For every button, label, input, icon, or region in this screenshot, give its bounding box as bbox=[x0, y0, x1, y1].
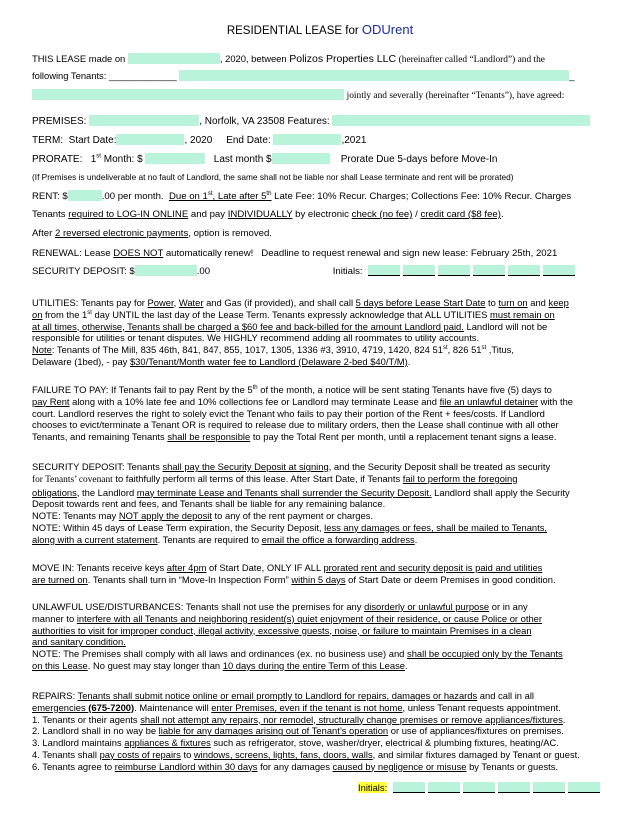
bottom-initials-field-3[interactable] bbox=[463, 782, 495, 793]
initials-field-6[interactable] bbox=[543, 265, 575, 276]
term-line: TERM: Start Date: , 2020 End Date: ,2021 bbox=[32, 135, 367, 146]
bottom-initials-field-4[interactable] bbox=[498, 782, 530, 793]
unlawful-use-section: UNLAWFUL USE/DISTURBANCES: Tenants shall not use the premises for any disorderly or unlawful purpose or in any manner to interfere with all Tenants and neighboring resident(s) quiet enjoyment of their residence, or cause Police or other authorities to visit for improper conduct, illegal activity, excessive guests, noise, or failure to maintain Premises in a clean and sanitary condition. NOTE: The Premises shall comply with all laws and ordinances (ex. no business use) and shall be occupied only by the Tenants on this Lease. No guest may stay longer than 10 days during the entire Term of this Lease. bbox=[32, 601, 563, 671]
bottom-initials-field-6[interactable] bbox=[568, 782, 600, 793]
initials-field-2[interactable] bbox=[403, 265, 435, 276]
deposit-amount-field[interactable] bbox=[135, 265, 197, 276]
last-month-field[interactable] bbox=[272, 153, 330, 164]
initials-field-3[interactable] bbox=[438, 265, 470, 276]
lease-date-field[interactable] bbox=[128, 53, 220, 64]
bottom-initials-field-2[interactable] bbox=[428, 782, 460, 793]
start-date-field[interactable] bbox=[116, 134, 184, 145]
initials-field-5[interactable] bbox=[508, 265, 540, 276]
intro-line-3: jointly and severally (hereinafter “Tenants”), have agreed: bbox=[32, 89, 564, 103]
intro-line-2: following Tenants: _____________ _ bbox=[32, 70, 575, 81]
failure-to-pay-section: FAILURE TO PAY: If Tenants fail to pay Rent by the 5th of the month, a notice will be sent stating Tenants have five (5) days to pay Rent along with a 10% late fee and 10% collections fee or Landlord may terminate Lease and file an unlawful detainer with the court. Landlord reserves the right to solely evict the Tenant who fails to pay their portion of the Rent + fees/costs. If Landlord chooses to evict/terminate a Tenant OR is required to release due to military orders, then the Lease shall continue with all other Tenants, and remaining Tenants shall be responsible to pay the Total Rent per month, until a replacement tenant signs a lease. bbox=[32, 384, 573, 442]
initials-field-4[interactable] bbox=[473, 265, 505, 276]
rent-line-3: After 2 reversed electronic payments, option is removed. bbox=[32, 228, 272, 239]
premises-line: PREMISES: , Norfolk, VA 23508 Features: bbox=[32, 115, 590, 129]
undeliverable-note: (If Premises is undeliverable at no fault of Landlord, the same shall not be liable nor shall Lease terminate and rent will be prorated) bbox=[32, 172, 514, 182]
end-date-field[interactable] bbox=[273, 134, 341, 145]
initials-field-1[interactable] bbox=[368, 265, 400, 276]
landlord-name: Polizos Properties LLC bbox=[289, 53, 397, 65]
initials-label: Initials: bbox=[358, 782, 388, 793]
utilities-section: UTILITIES: Tenants pay for Power, Water and Gas (if provided), and shall call 5 days before Lease Start Date to turn on and keep on from the 1st day UNTIL the last day of the Lease Term. Tenants expressly acknowledge that ALL UTILITIES must remain on at all times, otherwise, Tenants shall be charged a $60 fee and back-billed for the amount Landlord paid. Landlord will not be responsible for utilities or tenant disputes. We HIGHLY recommend adding all roommates to utility accounts. Note: Tenants of The Mill, 835 46th, 841, 847, 855, 1017, 1305, 1336 #3, 3910, 4719, 1420, 824 51st, 826 51st ,Titus, Delaware (1bed), - pay $30/Tenant/Month water fee to Landlord (Delaware 2-bed $40/T/M). bbox=[32, 297, 569, 367]
renewal-line: RENEWAL: Lease DOES NOT automatically renew! Deadline to request renewal and sign new lease: February 25th, 2021 bbox=[32, 248, 558, 259]
tenants-field-2[interactable] bbox=[32, 89, 344, 100]
bottom-initials-field-5[interactable] bbox=[533, 782, 565, 793]
repairs-section: REPAIRS: Tenants shall submit notice online or email promptly to Landlord for repairs, damages or hazards and call in all emergencies (675-7200). Maintenance will enter Premises, even if the tenant is not home, unless Tenant requests appointment. 1. Tenants or their agents shall not attempt any repairs, nor remodel, structurally change premises or remove appliances/fixtures. 2. Landlord shall in no way be liable for any damages arising out of Tenant’s operation or use of appliances/fixtures on premises. 3. Landlord maintains appliances & fixtures such as refrigerator, stove, washer/dryer, electrical & plumbing fixtures, heating/AC. 4. Tenants shall pay costs of repairs to windows, screens, lights, fans, doors, walls, and similar fixtures damaged by Tenant or guest. 6. Tenants agree to reimburse Landlord within 30 days for any damages caused by negligence or misuse by Tenants or guests. bbox=[32, 690, 580, 772]
bottom-initials-line bbox=[358, 782, 600, 794]
rent-amount-field[interactable] bbox=[68, 190, 102, 201]
rent-line-2: Tenants required to LOG-IN ONLINE and pay INDIVIDUALLY by electronic check (no fee) / credit card ($8 fee). bbox=[32, 209, 504, 220]
rent-line-1: RENT: $ .00 per month. Due on 1st, Late after 5th Late Fee: 10% Recur. Charges; Collections Fee: 10% Recur. Charges bbox=[32, 190, 572, 202]
security-deposit-section: SECURITY DEPOSIT: Tenants shall pay the Security Deposit at signing, and the Security Deposit shall be treated as security for Tenants’ covenant to faithfully perform all terms of this lease. After Start Date, if Tenants fail to perform the foregoing obligations, the Landlord may terminate Lease and Tenants shall surrender the Security Deposit. Landlord shall apply the Security Deposit towards rent and fees, and Tenants shall be liable for any remaining balance. NOTE: Tenants may NOT apply the deposit to any of the rent payment or charges. NOTE: Within 45 days of Lease Term expiration, the Security Deposit, less any damages or fees, shall be mailed to Tenants, along with a current statement. Tenants are required to email the office a forwarding address. bbox=[32, 461, 570, 545]
first-month-field[interactable] bbox=[145, 153, 205, 164]
features-field[interactable] bbox=[332, 115, 590, 126]
document-title: RESIDENTIAL LEASE for ODUrent bbox=[226, 22, 414, 37]
deposit-line: SECURITY DEPOSIT: $ .00 Initials: bbox=[32, 265, 575, 278]
move-in-section: MOVE IN: Tenants receive keys after 4pm of Start Date, ONLY IF ALL prorated rent and security deposit is paid and utilities are turned on. Tenants shall turn in “Move-In Inspection Form” within 5 days of Start Date or deem Premises in good condition. bbox=[32, 562, 556, 585]
intro-line-1: THIS LEASE made on , 2020, between Polizos Properties LLC (hereinafter called “Landlord”) and the bbox=[32, 53, 545, 65]
bottom-initials-field-1[interactable] bbox=[393, 782, 425, 793]
brand-name: ODUrent bbox=[361, 22, 414, 37]
tenants-field-1[interactable] bbox=[179, 70, 569, 81]
premises-address-field[interactable] bbox=[89, 115, 199, 126]
prorate-line: PRORATE: 1st Month: $ Last month $ Prorate Due 5-days before Move-In bbox=[32, 153, 498, 165]
